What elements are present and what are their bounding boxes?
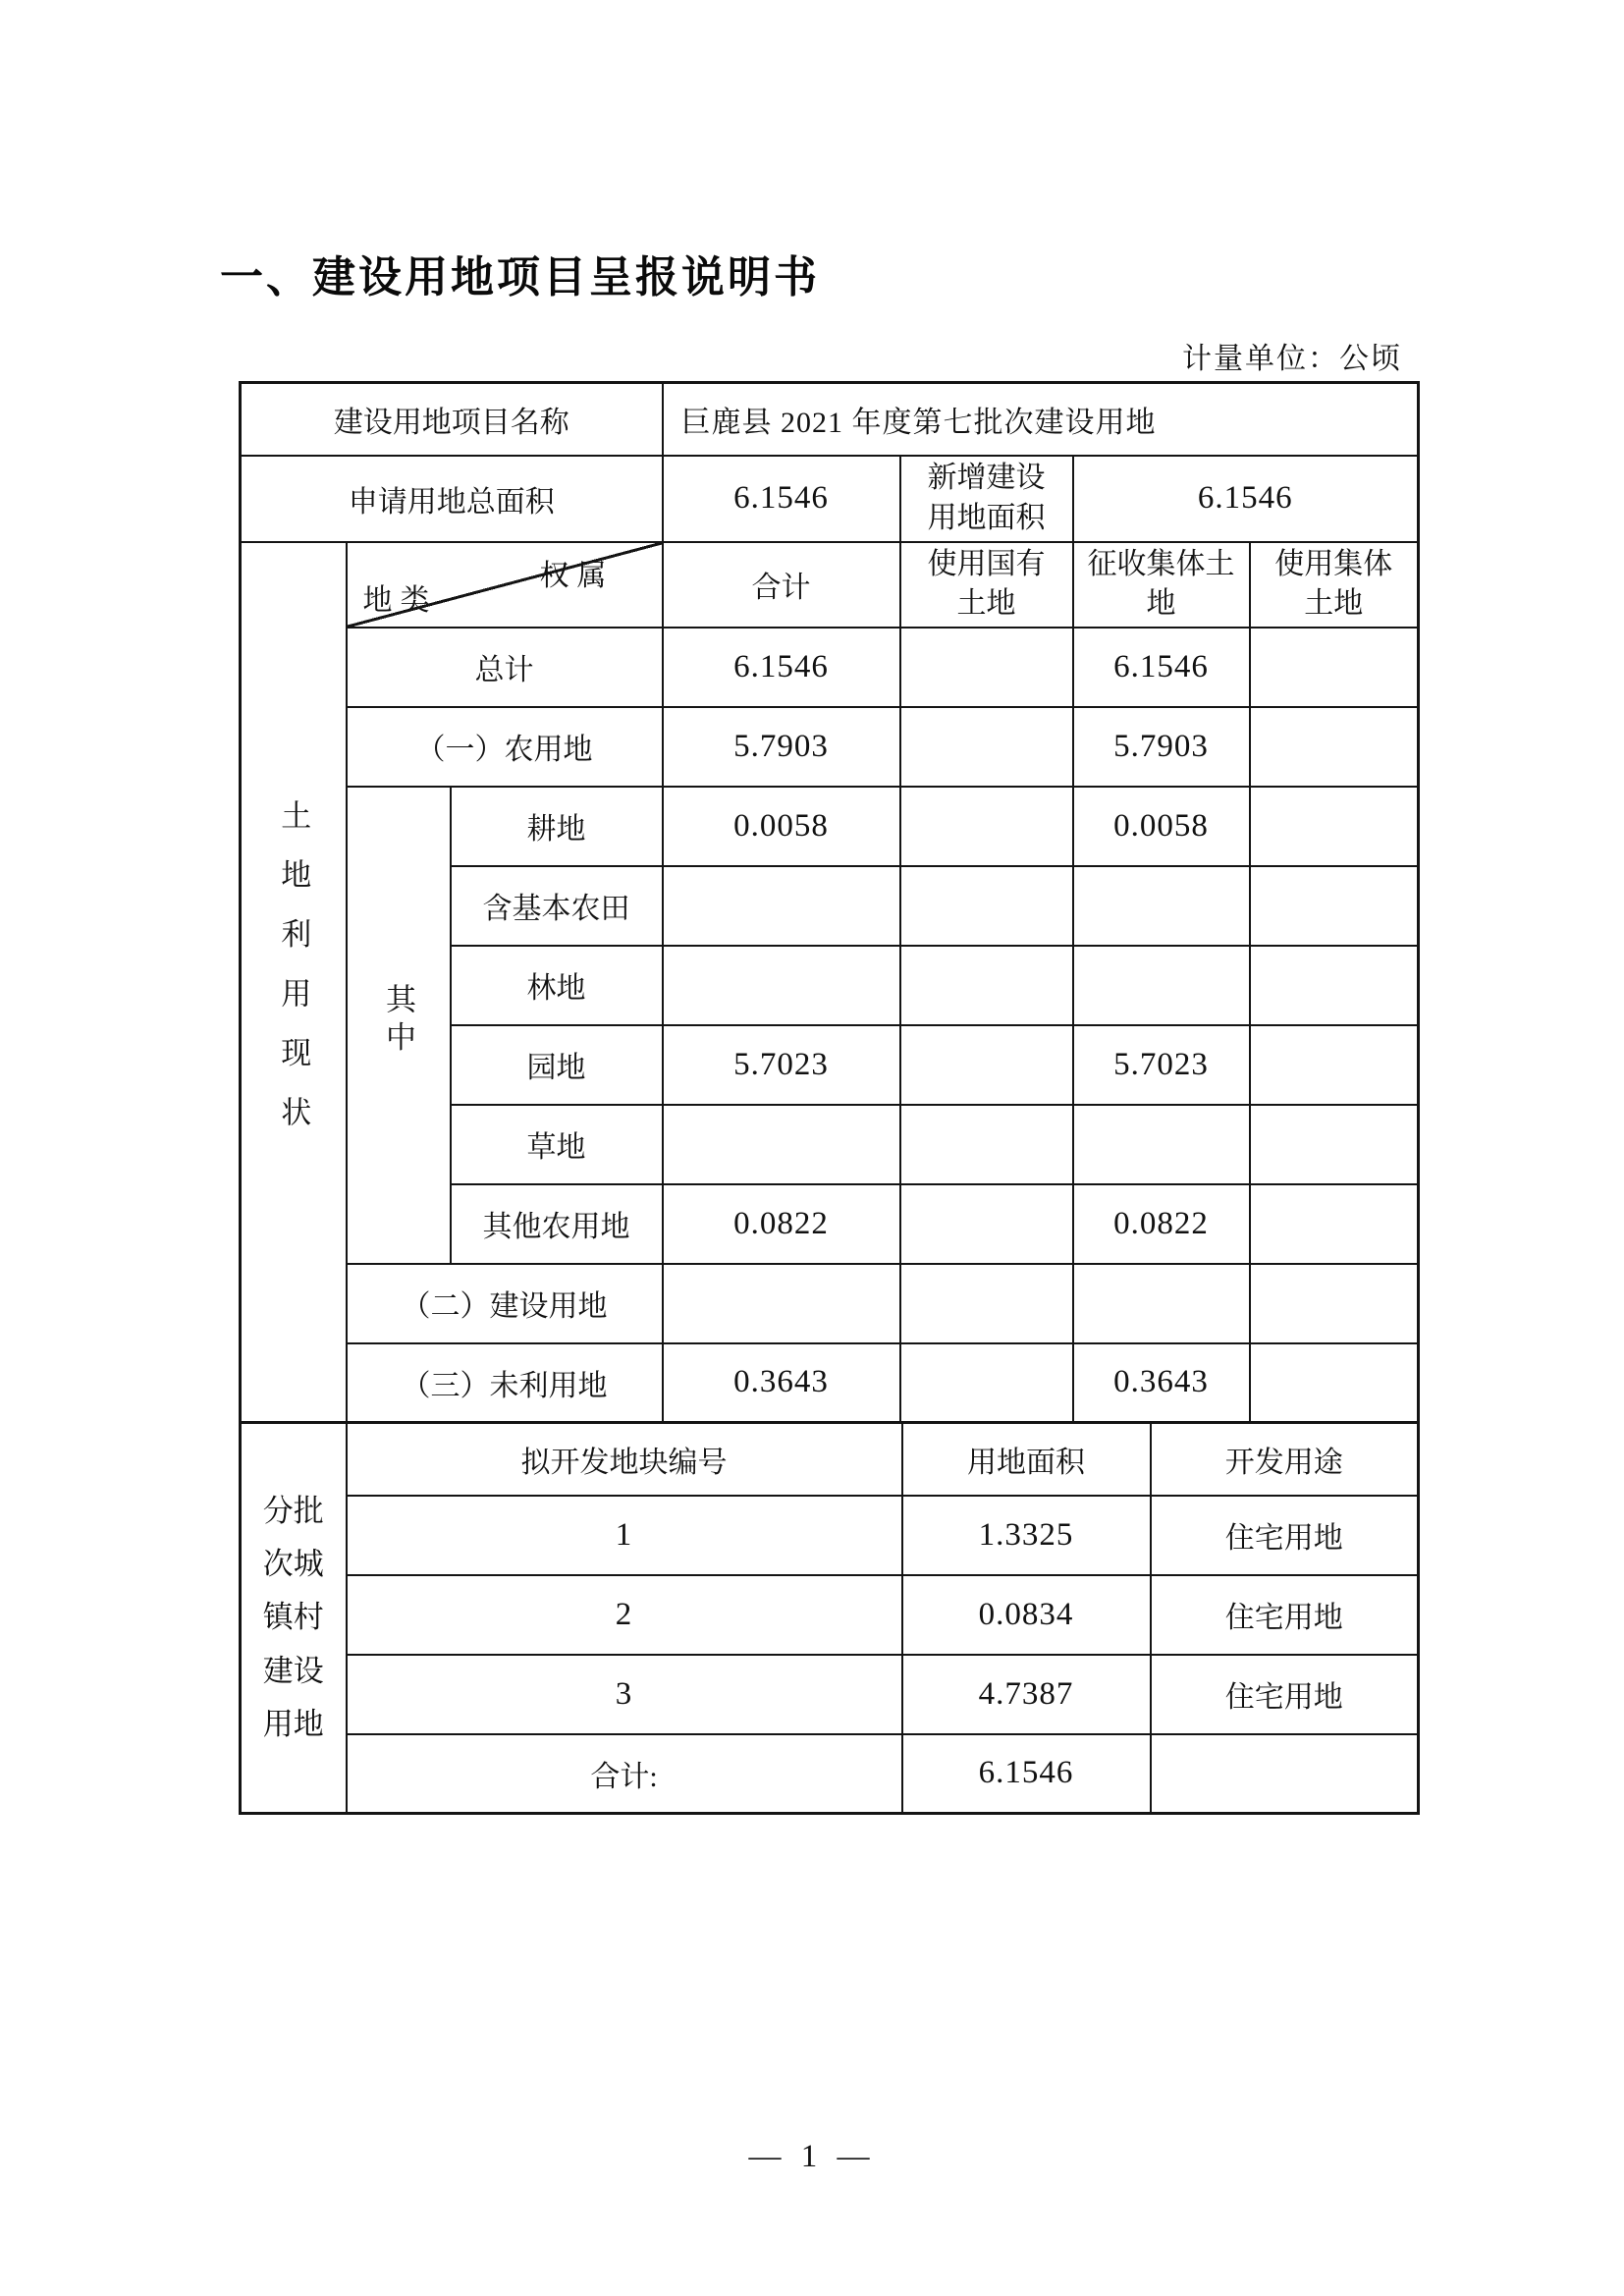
column-header-total: 合计 xyxy=(663,542,900,628)
row-label: 其他农用地 xyxy=(451,1184,663,1264)
total-area-row xyxy=(241,456,1419,542)
plot-number: 1 xyxy=(347,1496,902,1575)
development-section-label xyxy=(241,1423,347,1814)
plot-number: 3 xyxy=(347,1655,902,1734)
cell-collective-used xyxy=(1250,628,1419,707)
cell-total: 0.0822 xyxy=(663,1184,900,1264)
row-label: 总计 xyxy=(347,628,663,707)
form-tables xyxy=(239,381,1417,1815)
cell-collective-used xyxy=(1250,1264,1419,1343)
cell-collective-expropriated xyxy=(1073,946,1250,1025)
subgroup-label xyxy=(347,787,451,1264)
column-header-plot-number: 拟开发地块编号 xyxy=(347,1423,902,1496)
row-label: （一）农用地 xyxy=(347,707,663,787)
cell-state-owned xyxy=(900,866,1073,946)
land-use-section-label xyxy=(241,542,347,1423)
cell-collective-expropriated: 0.0822 xyxy=(1073,1184,1250,1264)
row-label: 林地 xyxy=(451,946,663,1025)
cell-total: 5.7023 xyxy=(663,1025,900,1105)
cell-total: 5.7903 xyxy=(663,707,900,787)
land-use-table xyxy=(239,381,1420,1424)
plot-area: 1.3325 xyxy=(902,1496,1151,1575)
column-header-state-owned: 使用国有土地 xyxy=(900,542,1073,628)
cell-total xyxy=(663,866,900,946)
cell-state-owned xyxy=(900,1184,1073,1264)
plot-purpose: 住宅用地 xyxy=(1151,1496,1419,1575)
plot-area: 0.0834 xyxy=(902,1575,1151,1655)
plot-area: 4.7387 xyxy=(902,1655,1151,1734)
development-header-row xyxy=(241,1423,1419,1496)
table-row-agricultural xyxy=(241,707,1419,787)
cell-state-owned xyxy=(900,1025,1073,1105)
cell-state-owned xyxy=(900,787,1073,866)
cell-collective-expropriated xyxy=(1073,1264,1250,1343)
table-row-plot-1 xyxy=(241,1496,1419,1575)
row-label: 耕地 xyxy=(451,787,663,866)
cell-collective-used xyxy=(1250,946,1419,1025)
page-number: — 1 — xyxy=(748,2139,876,2174)
row-label: （三）未利用地 xyxy=(347,1343,663,1423)
table-row-grand-total xyxy=(241,628,1419,707)
development-section-label-text: 分批次城镇村建设用地 xyxy=(262,1493,324,1741)
row-label: （二）建设用地 xyxy=(347,1264,663,1343)
page-title: 一、建设用地项目呈报说明书 xyxy=(220,253,820,301)
cell-collective-used xyxy=(1250,787,1419,866)
cell-collective-used xyxy=(1250,866,1419,946)
cell-collective-expropriated: 6.1546 xyxy=(1073,628,1250,707)
cell-state-owned xyxy=(900,1105,1073,1184)
table-row-plot-2 xyxy=(241,1575,1419,1655)
subgroup-label-text: 其中 xyxy=(381,982,415,1060)
table-row-plots-total xyxy=(241,1734,1419,1814)
diagonal-landclass-label: 地类 xyxy=(362,583,438,617)
table-row-cultivated xyxy=(241,787,1419,866)
cell-state-owned xyxy=(900,1343,1073,1423)
project-name-row xyxy=(241,383,1419,456)
table-row-construction xyxy=(241,1264,1419,1343)
cell-collective-used xyxy=(1250,707,1419,787)
cell-collective-used xyxy=(1250,1025,1419,1105)
development-plots-table xyxy=(239,1421,1420,1815)
diagonal-header-cell xyxy=(347,542,663,628)
plot-number: 2 xyxy=(347,1575,902,1655)
cell-total: 6.1546 xyxy=(663,628,900,707)
cell-collective-expropriated xyxy=(1073,866,1250,946)
cell-total: 0.0058 xyxy=(663,787,900,866)
row-label: 草地 xyxy=(451,1105,663,1184)
table-row-plot-3 xyxy=(241,1655,1419,1734)
land-use-section-label-text: 土地利用现状 xyxy=(276,799,311,1157)
cell-collective-expropriated: 0.0058 xyxy=(1073,787,1250,866)
row-label: 含基本农田 xyxy=(451,866,663,946)
total-area-label: 申请用地总面积 xyxy=(241,456,663,542)
plot-area: 6.1546 xyxy=(902,1734,1151,1814)
cell-total xyxy=(663,1264,900,1343)
plot-number: 合计: xyxy=(347,1734,902,1814)
plot-purpose: 住宅用地 xyxy=(1151,1575,1419,1655)
plot-purpose: 住宅用地 xyxy=(1151,1655,1419,1734)
plot-purpose xyxy=(1151,1734,1419,1814)
cell-collective-used xyxy=(1250,1343,1419,1423)
column-header-plot-purpose: 开发用途 xyxy=(1151,1423,1419,1496)
new-area-value: 6.1546 xyxy=(1073,456,1419,542)
cell-collective-expropriated xyxy=(1073,1105,1250,1184)
cell-state-owned xyxy=(900,1264,1073,1343)
column-header-collective-used: 使用集体土地 xyxy=(1250,542,1419,628)
table-row-unused xyxy=(241,1343,1419,1423)
cell-state-owned xyxy=(900,628,1073,707)
column-header-plot-area: 用地面积 xyxy=(902,1423,1151,1496)
cell-collective-used xyxy=(1250,1105,1419,1184)
project-name-label: 建设用地项目名称 xyxy=(241,383,663,456)
row-label: 园地 xyxy=(451,1025,663,1105)
cell-collective-used xyxy=(1250,1184,1419,1264)
cell-total: 0.3643 xyxy=(663,1343,900,1423)
cell-state-owned xyxy=(900,707,1073,787)
cell-total xyxy=(663,946,900,1025)
cell-collective-expropriated: 0.3643 xyxy=(1073,1343,1250,1423)
new-area-label: 新增建设用地面积 xyxy=(900,456,1073,542)
land-use-header-row xyxy=(241,542,1419,628)
cell-total xyxy=(663,1105,900,1184)
diagonal-ownership-label: 权属 xyxy=(539,559,615,592)
measurement-unit-note: 计量单位：公顷 xyxy=(1182,343,1402,375)
cell-state-owned xyxy=(900,946,1073,1025)
project-name-value: 巨鹿县 2021 年度第七批次建设用地 xyxy=(663,383,1419,456)
total-area-value: 6.1546 xyxy=(663,456,900,542)
cell-collective-expropriated: 5.7903 xyxy=(1073,707,1250,787)
column-header-collective-expropriated: 征收集体土地 xyxy=(1073,542,1250,628)
cell-collective-expropriated: 5.7023 xyxy=(1073,1025,1250,1105)
